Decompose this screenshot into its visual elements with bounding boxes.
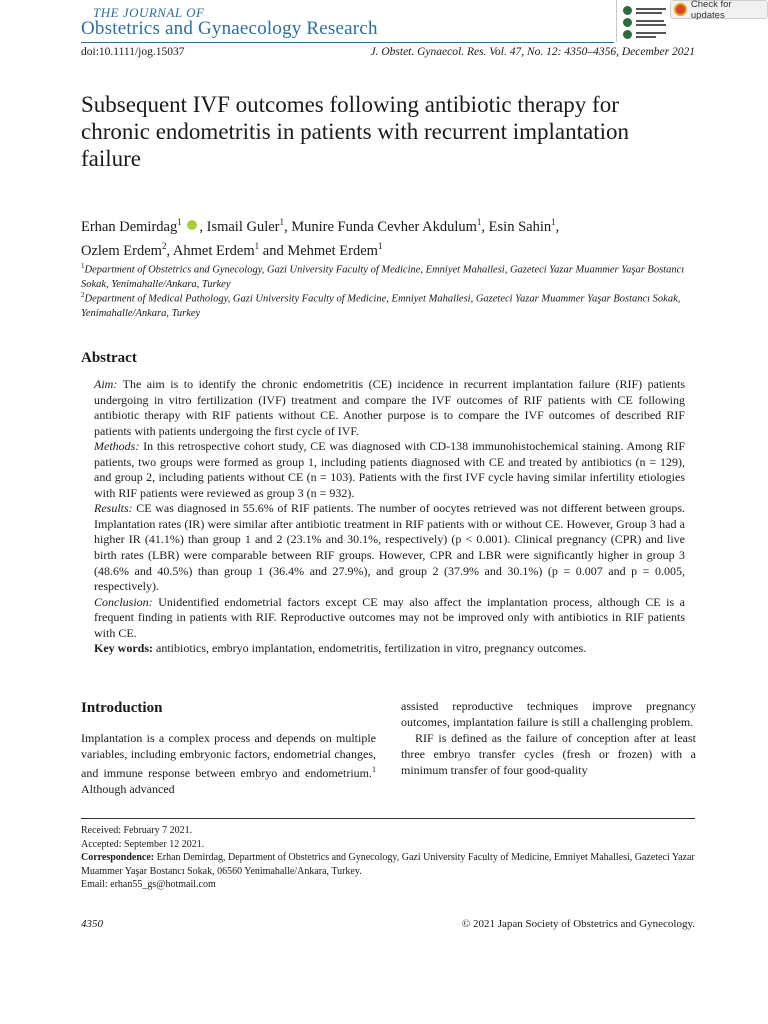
orcid-icon[interactable] (187, 220, 197, 230)
author-name[interactable]: Mehmet Erdem (287, 242, 378, 259)
article-footnote (81, 824, 695, 892)
reference-marker[interactable]: 1 (372, 765, 376, 774)
affiliation-marker: 1 (279, 217, 284, 227)
abstract-methods: Methods: In this retrospective cohort study, CE was diagnosed with CD-138 immunohistochemical staining. Among RIF patients, two groups were formed as group 1, including patients diagnosed with CE and treated by antibiotics (n = 129), and group 2, including patients without CE (n = 103). Patients with the first IVF cycle having similar infertility etiologies with RIF patients were reviewed as group 3 (n = 932). (94, 439, 685, 500)
affiliation-marker: 1 (177, 217, 182, 227)
author-name[interactable]: Erhan Demirdag (81, 218, 178, 235)
journal-name[interactable]: Obstetrics and Gynaecology Research (81, 18, 378, 39)
copyright-notice: © 2021 Japan Society of Obstetrics and Gynecology. (461, 918, 695, 930)
affiliation-marker: 1 (551, 217, 556, 227)
abstract-heading: Abstract (81, 350, 137, 366)
society-logo-icon (623, 6, 669, 16)
accepted-date: Accepted: September 12 2021. (81, 838, 205, 850)
affiliation-number: 2 (81, 291, 85, 299)
affiliation-marker: 1 (254, 240, 260, 251)
society-logo-icon (623, 30, 669, 40)
article-title: Subsequent IVF outcomes following antibiotic therapy for chronic endometritis in patients with recurrent implantation failure (81, 92, 630, 171)
intro-paragraph: assisted reproductive techniques improve pregnancy outcomes, implantation failure is still a challenging problem. (401, 699, 696, 729)
affiliation-text: Department of Medical Pathology, Gazi University Faculty of Medicine, Emniyet Mahallesi, Gazeteci Yazar Muammer Yaşar Bostancı Sokak, Yenimahalle/Ankara, Turkey (81, 293, 681, 319)
correspondence: Correspondence: Erhan Demirdag, Department of Obstetrics and Gynecology, Gazi University Faculty of Medicine, Emniyet Mahallesi, Gazeteci Yazar Muammer Yaşar Bostancı Sokak, 06560 Yenimahalle/Ankara, Turkey. (81, 852, 695, 877)
page-number: 4350 (81, 918, 103, 930)
header-divider (81, 42, 614, 43)
check-for-updates-label: Check for updates (690, 0, 732, 21)
author-name[interactable]: Munire Funda Cevher Akdulum (291, 218, 477, 235)
keywords: Key words: antibiotics, embryo implantation, endometritis, fertilization in vitro, pregnancy outcomes. (94, 641, 587, 656)
society-logo-icon (623, 18, 669, 28)
journal-of-label: THE JOURNAL OF (93, 5, 205, 20)
author-name[interactable]: Ahmet Erdem (172, 242, 255, 259)
affiliation-1 (81, 259, 696, 292)
author-list: Erhan Demirdag$^1$ , Ismail Guler$^1$, Munire Funda Cevher Akdulum$^1$, Esin Sahin$^1$, Ozlem Erdem$^2$, Ahmet Erdem$^1$ and Mehmet Erdem$^1$ (81, 217, 560, 259)
intro-left-column (81, 730, 376, 797)
affiliation-2 (81, 288, 696, 321)
abstract-results: Results: CE was diagnosed in 55.6% of RIF patients. The number of oocytes retrieved was not different between groups. Implantation rates (IR) were similar after antibiotic treatment in RIF patients with or without CE. However, Group 3 had a higher IR (41.1%) than group 1 and 2 (23.1% and 30.1%, respectively) (p < 0.001). Clinical pregnancy (CPR) and live birth rates (LBR) were comparable between RIF groups. However, CPR and LBR were significantly higher in group 3 (48.6% and 40.5%) than group 1 (36.4% and 27.9%), and group 2 (37.9% and 30.1%) (p = 0.007 and p = 0.005, respectively). (94, 501, 685, 594)
affiliation-marker: 1 (476, 217, 482, 227)
intro-paragraph: Implantation is a complex process and depends on multiple variables, including embryonic factors, endometrial changes, and immune response between embryo and endometrium.$^1$ Although advanced (81, 731, 376, 796)
affiliation-marker: 2 (161, 240, 167, 251)
abstract-conclusion: Conclusion: Unidentified endometrial factors except CE may also affect the implantation process, although CE is a frequent finding in patients with RIF. Reproductive outcomes may not be improved only with antibiotics in RIF patients with CE. (94, 594, 685, 640)
journal-citation: J. Obstet. Gynaecol. Res. Vol. 47, No. 12: 4350–4356, December 2021 (370, 46, 695, 58)
footnote-divider (81, 818, 695, 819)
introduction-heading: Introduction (81, 700, 163, 716)
society-logos (616, 0, 671, 42)
crossmark-icon (674, 3, 687, 16)
affiliation-number: 1 (81, 262, 85, 270)
correspondence-email[interactable]: Email: erhan55_gs@hotmail.com (81, 879, 216, 890)
affiliation-text: Department of Obstetrics and Gynecology, Gazi University Faculty of Medicine, Emniyet Mahallesi, Gazeteci Yazar Muammer Yaşar Bostancı Sokak, Yenimahalle/Ankara, Turkey (81, 264, 685, 290)
author-name[interactable]: Ozlem Erdem (81, 242, 162, 259)
affiliation-marker: 1 (377, 240, 383, 251)
check-for-updates-button[interactable] (670, 0, 768, 19)
abstract-body (94, 377, 685, 657)
received-date: Received: February 7 2021. (81, 825, 193, 836)
doi-link[interactable]: doi:10.1111/jog.15037 (81, 46, 185, 58)
intro-right-column (401, 698, 696, 778)
author-name[interactable]: Ismail Guler (206, 218, 280, 235)
intro-paragraph: RIF is defined as the failure of conception after at least three embryo transfer cycles (fresh or frozen) with a minimum transfer of four good-quality (401, 731, 696, 777)
author-name[interactable]: Esin Sahin (488, 218, 552, 235)
abstract-aim: Aim: The aim is to identify the chronic endometritis (CE) incidence in recurrent implantation failure (RIF) patients undergoing in vitro fertilization (IVF) treatment and compare the IVF outcomes of RIF patients with CE following antibiotic therapy with RIF patients without CE. Another purpose is to compare the IVF outcomes of described RIF patients with patients undergoing the first cycle of IVF. (94, 377, 685, 438)
